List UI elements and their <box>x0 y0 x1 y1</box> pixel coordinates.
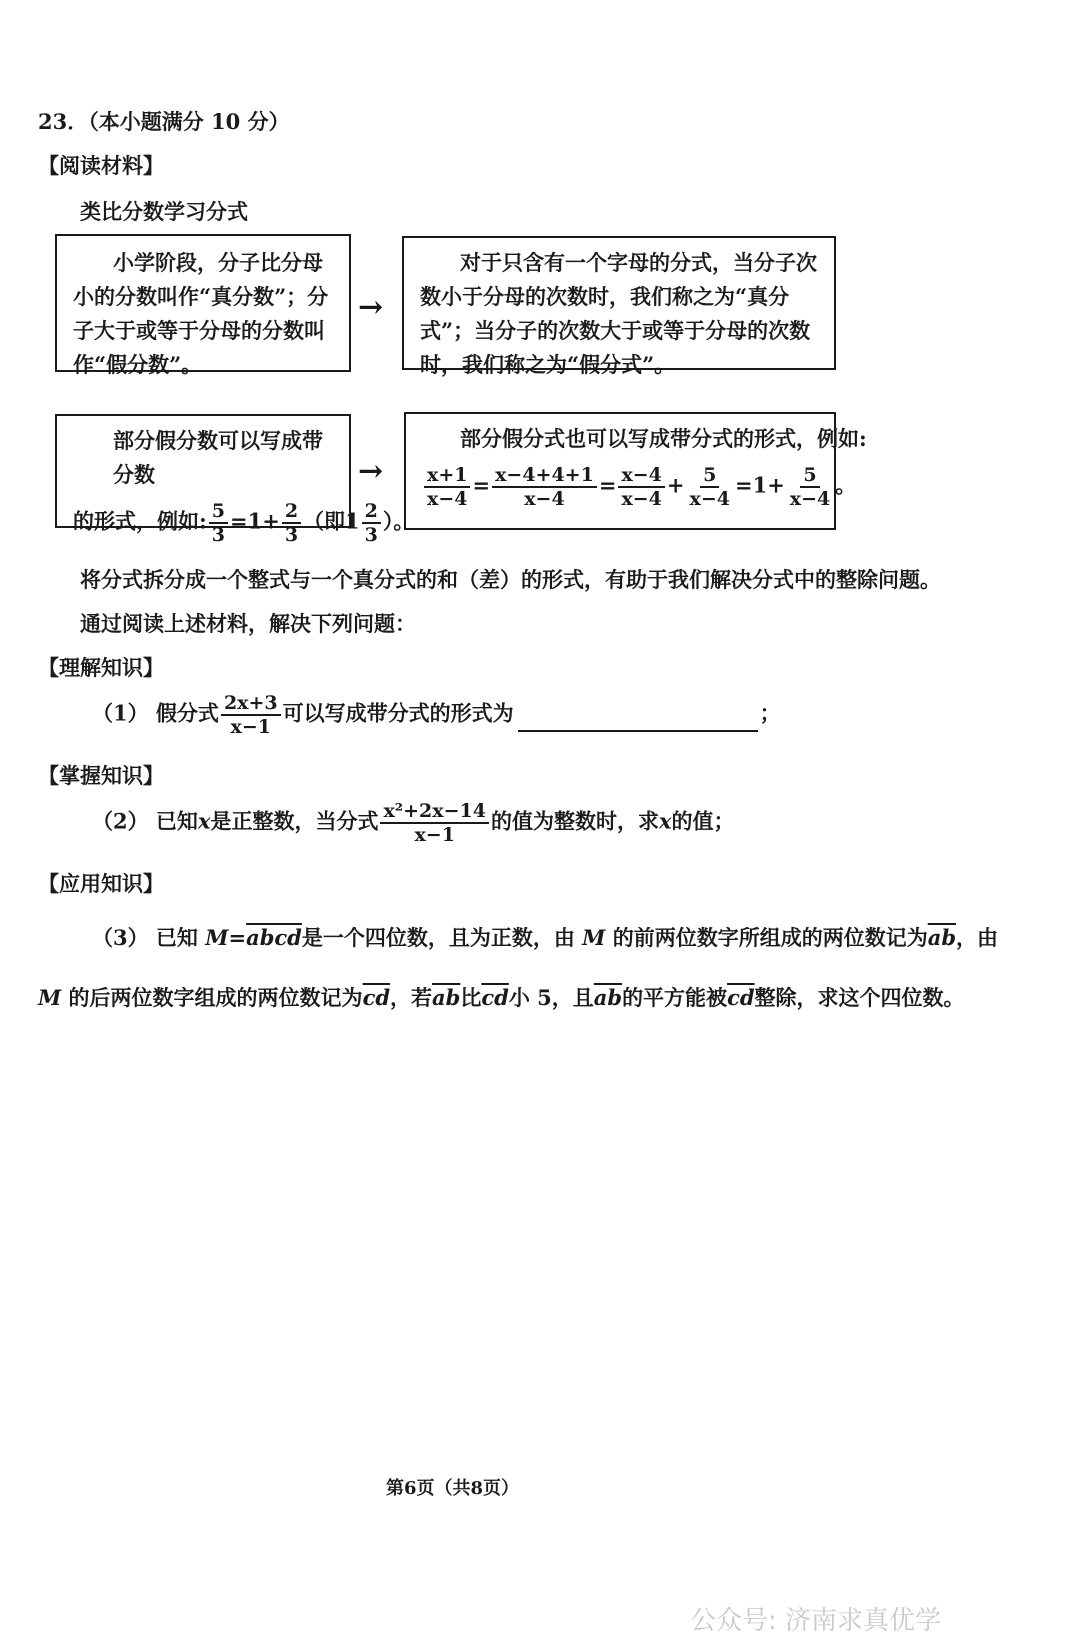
question-3-line1 <box>92 922 998 952</box>
reading-subtitle: 类比分数学习分式 <box>80 199 248 224</box>
fraction-5-x4 <box>687 464 733 510</box>
reading-instruction: 通过阅读上述材料，解决下列问题： <box>80 611 416 636</box>
fraction-5-x4-final <box>787 464 833 510</box>
section-understand: 【理解知识】 <box>38 655 164 680</box>
q2-prefix: （2） 已知 <box>92 808 198 834</box>
overline-cd: $\overline{cd}$ <box>481 985 509 1010</box>
q3-line2-text6: 整除，求这个四位数。 <box>754 985 965 1010</box>
fraction-denominator: 3 <box>211 524 225 546</box>
fraction-denominator: x−1 <box>414 824 455 846</box>
question-3-line2 <box>38 982 965 1012</box>
q3-line2-text1: 的后两位数字组成的两位数记为 <box>61 985 363 1010</box>
fraction-numerator: x+1 <box>424 464 470 488</box>
box-true-rational <box>402 236 836 377</box>
q2-mid: 是正整数，当分式 <box>210 808 379 834</box>
box3-paren-close: ）。 <box>382 508 415 534</box>
variable-M: M <box>205 925 229 950</box>
q3-line2-text3: 比 <box>460 985 482 1010</box>
q1-end: ； <box>759 700 781 726</box>
q3-text1: 是一个四位数，且为正数，由 <box>301 925 583 950</box>
fraction-denominator: x−4 <box>621 488 662 510</box>
box-true-fraction <box>55 234 351 377</box>
q1-suffix: 可以写成带分式的形式为 <box>282 700 514 726</box>
fraction-denominator: x−4 <box>427 488 468 510</box>
section-reading: 【阅读材料】 <box>38 153 164 178</box>
fraction-5-3 <box>209 500 228 546</box>
fraction-denominator: x−1 <box>230 716 272 738</box>
box3-line1: 部分假分数可以写成带分数 <box>113 428 323 487</box>
fraction-numerator: x²+2x−14 <box>380 800 488 824</box>
box3-prefix: 的形式，例如: <box>73 508 207 534</box>
overline-abcd: abcd <box>246 925 302 950</box>
section-master: 【掌握知识】 <box>38 763 164 788</box>
fraction-denominator: 3 <box>284 524 299 546</box>
variable-M: M <box>582 925 606 950</box>
section-apply: 【应用知识】 <box>38 871 164 896</box>
box4-eq1: = <box>472 472 491 498</box>
box2-text: 对于只含有一个字母的分式，当分子次数小于分母的次数时，我们称之为“真分式”；当分子的次数大于或等于分母的次数时，我们称之为“假分式”。 <box>420 250 817 377</box>
fraction-numerator: 5 <box>209 500 228 524</box>
box4-end: 。 <box>835 472 857 498</box>
watermark: 公众号: 济南求真优学 <box>690 1606 942 1636</box>
fraction-numerator: 5 <box>800 464 819 488</box>
fraction-numerator: 5 <box>700 464 719 488</box>
arrow-icon: → <box>358 290 384 325</box>
fraction-expanded <box>492 464 597 510</box>
box3-paren-open: （即1 <box>303 508 360 534</box>
arrow-icon: → <box>358 454 384 489</box>
box3-eq: =1+ <box>230 508 280 534</box>
fraction-2-3 <box>282 500 301 546</box>
box1-text: 小学阶段，分子比分母小的分数叫作“真分数”；分子大于或等于分母的分数叫作“假分数”。 <box>73 250 329 377</box>
box4-eq3: =1+ <box>734 472 785 498</box>
fraction-denominator: x−4 <box>689 488 730 510</box>
box4-line2 <box>422 464 857 510</box>
q3-text2: 的前两位数字所组成的两位数记为 <box>605 925 928 950</box>
box4-eq2: = <box>598 472 617 498</box>
q3-prefix: （3） 已知 <box>92 925 206 950</box>
q2-suffix1: 的值为整数时，求 <box>490 808 659 834</box>
fraction-x4-x4 <box>618 464 664 510</box>
box-mixed-rational <box>404 412 867 530</box>
fraction-2-3-mixed <box>362 500 381 546</box>
variable-M: M <box>38 985 62 1010</box>
box4-line1: 部分假分式也可以写成带分式的形式，例如: <box>460 426 867 451</box>
q3-line2-text5: 的平方能被 <box>622 985 728 1010</box>
fraction-numerator: x−4+4+1 <box>492 464 597 488</box>
q2-suffix2: 的值； <box>671 808 735 834</box>
overline-cd: $\overline{cd}$ <box>362 985 391 1010</box>
fraction-denominator: x−4 <box>789 488 831 510</box>
fraction-numerator: 2 <box>362 500 381 524</box>
answer-blank[interactable] <box>518 730 758 732</box>
box-mixed-number <box>55 414 415 546</box>
overline-ab: $\overline{ab}$ <box>432 985 461 1010</box>
box4-plus: + <box>666 472 685 498</box>
question-1 <box>92 692 781 738</box>
q1-prefix: （1） 假分式 <box>92 700 219 726</box>
overline-ab: $\overline{ab}$ <box>593 985 623 1010</box>
reading-conclusion: 将分式拆分成一个整式与一个真分式的和（差）的形式，有助于我们解决分式中的整除问题。 <box>80 567 941 592</box>
fraction-numerator: 2 <box>282 500 301 524</box>
fraction-denominator: 3 <box>364 524 378 546</box>
fraction-denominator: x−4 <box>524 488 565 510</box>
variable-x: x <box>197 808 211 834</box>
fraction-x1-x4 <box>424 464 470 510</box>
overline-cd: $\overline{cd}$ <box>727 985 755 1010</box>
q3-text3: ，由 <box>956 925 999 950</box>
page-footer: 第6页（共8页） <box>386 1478 520 1499</box>
overline-ab: $\overline{ab}$ <box>927 925 957 950</box>
box3-line2 <box>73 500 415 546</box>
q3-line2-text2: ，若 <box>390 985 433 1010</box>
q3-line2-text4: 小 5，且 <box>508 985 594 1010</box>
fraction-quadratic <box>380 800 488 846</box>
q3-eq: = <box>228 925 247 950</box>
variable-x: x <box>658 808 672 834</box>
fraction-numerator: 2x+3 <box>221 692 281 716</box>
fraction-numerator: x−4 <box>618 464 664 488</box>
question-2 <box>92 800 734 846</box>
question-header: 23．（本小题满分 10 分） <box>38 109 290 134</box>
fraction-2x3-x1 <box>221 692 281 738</box>
